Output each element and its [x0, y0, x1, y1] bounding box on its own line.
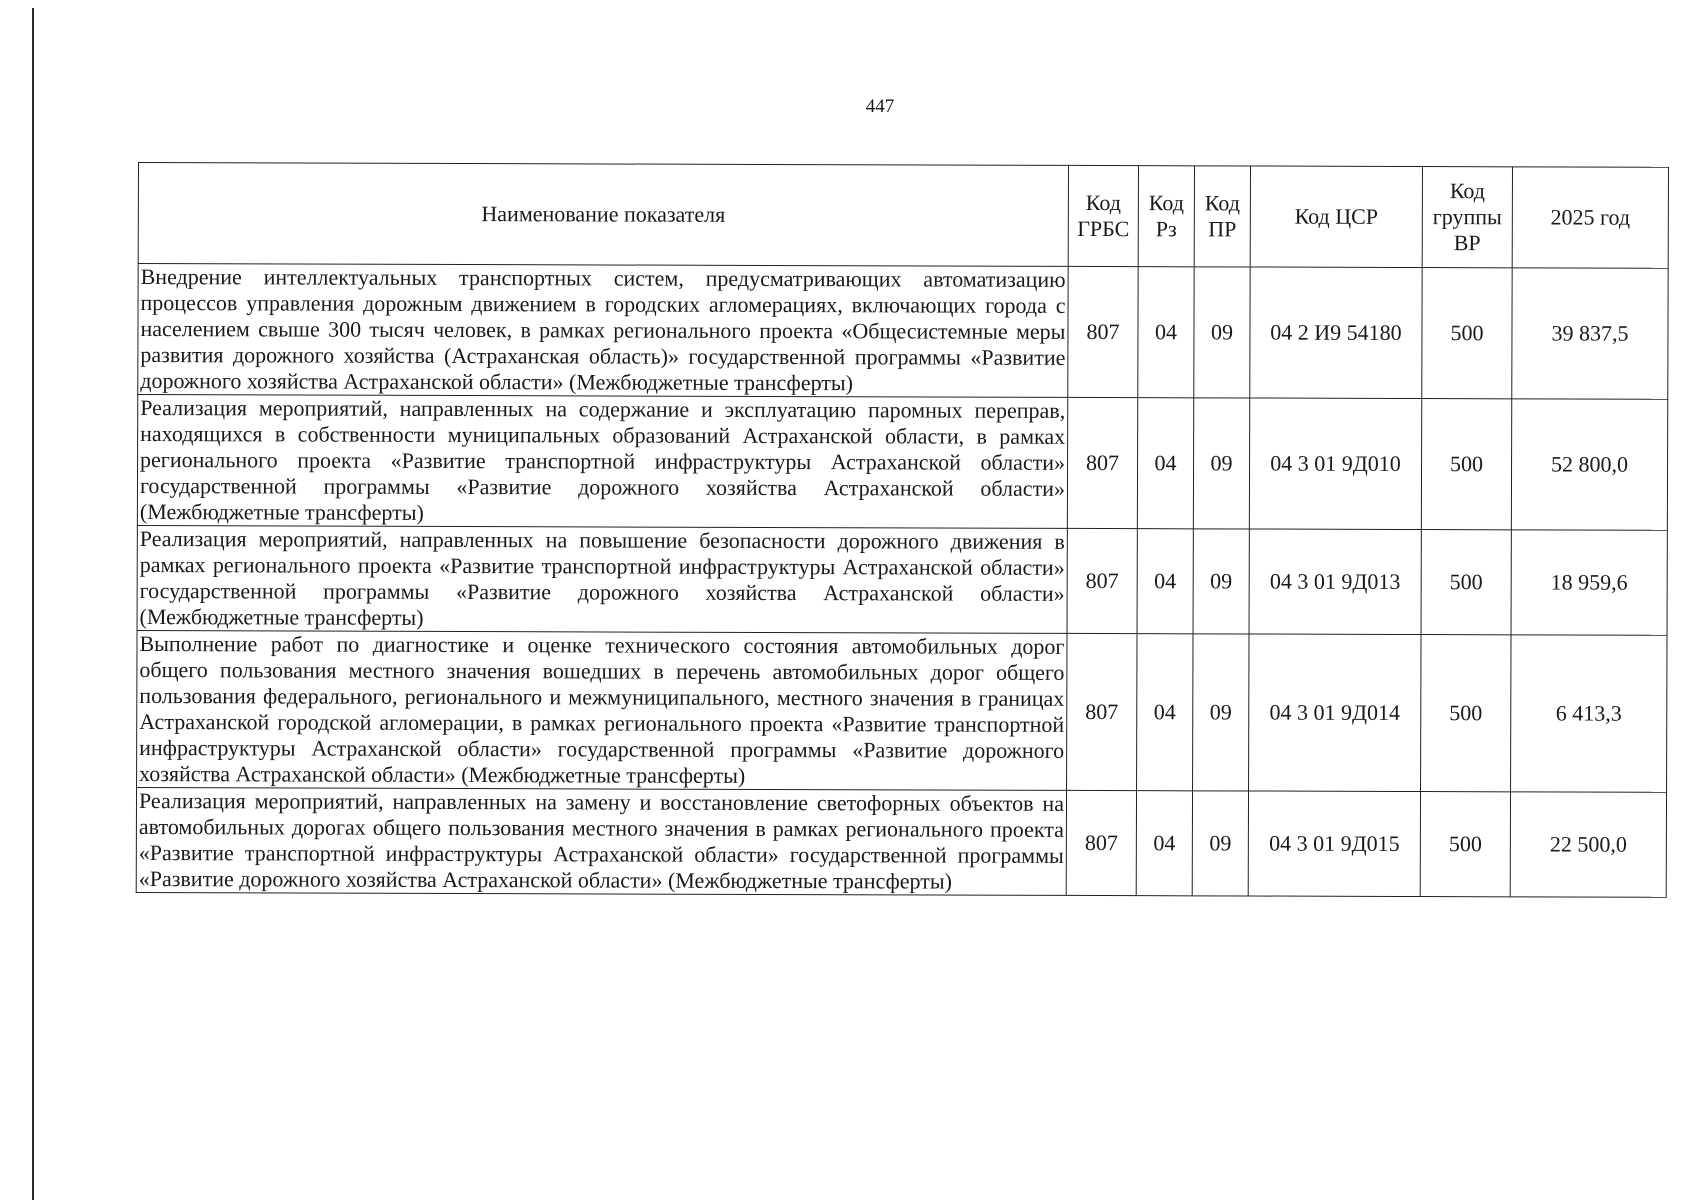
header-year: 2025 год: [1512, 167, 1668, 268]
row-name: Реализация мероприятий, направленных на замену и восстановление светофорных объектов на автомобильных дорогах общего пользования местного значения в рамках регионального проекта «Развитие транспортной инфраструктуры Астраханской области» государственной программы «Развитие дорожного хозяйства Астраханской области» (Межбюджетные трансферты): [136, 787, 1066, 895]
header-name: Наименование показателя: [138, 163, 1068, 267]
row-pr: 09: [1194, 267, 1250, 398]
table-row: [138, 264, 1668, 400]
table-header-row: [138, 163, 1668, 269]
header-pr: [1194, 166, 1250, 267]
row-pr: 09: [1192, 791, 1248, 896]
row-name: Реализация мероприятий, направленных на повышение безопасности дорожного движения в рамках регионального проекта «Развитие транспортной инфраструктуры Астраханской области» государственной программы «Развитие дорожного хозяйства Астраханской области» (Межбюджетные трансферты): [137, 525, 1067, 633]
row-pr: 09: [1193, 529, 1249, 634]
row-amount: 6 413,3: [1511, 635, 1667, 792]
row-rz: 04: [1136, 791, 1192, 896]
header-csr: Код ЦСР: [1250, 166, 1422, 268]
page-number: 447: [865, 96, 895, 117]
binding-margin-line: [32, 8, 34, 1200]
row-grbs: 807: [1068, 266, 1138, 397]
row-grbs: 807: [1067, 528, 1137, 633]
header-rz-line2: Рз: [1155, 216, 1177, 242]
row-rz: 04: [1137, 634, 1193, 791]
header-rz-line1: Код: [1148, 190, 1184, 216]
header-grbs-line1: Код: [1085, 189, 1121, 216]
table-row: [137, 525, 1667, 635]
row-amount: 18 959,6: [1511, 530, 1667, 635]
row-rz: 04: [1138, 267, 1194, 398]
row-vr: 500: [1421, 399, 1511, 530]
row-vr: 500: [1420, 792, 1510, 897]
header-pr-line2: ПР: [1208, 216, 1237, 242]
header-vr-line1: Код: [1449, 178, 1486, 204]
row-csr: 04 3 01 9Д015: [1248, 791, 1420, 897]
row-csr: 04 3 01 9Д013: [1249, 529, 1421, 635]
row-pr: 09: [1193, 634, 1249, 791]
table-row: [137, 395, 1667, 531]
row-vr: 500: [1422, 268, 1512, 399]
row-amount: 22 500,0: [1510, 792, 1666, 897]
row-csr: 04 3 01 9Д010: [1249, 398, 1421, 530]
row-amount: 39 837,5: [1512, 268, 1668, 399]
header-grbs: [1068, 165, 1138, 266]
table-row: [136, 787, 1666, 897]
budget-table: [136, 162, 1669, 898]
table-row: [137, 630, 1667, 792]
header-rz: [1138, 166, 1194, 267]
row-vr: 500: [1421, 635, 1511, 792]
header-vr-line3: ВР: [1453, 230, 1481, 256]
row-amount: 52 800,0: [1511, 399, 1667, 530]
row-grbs: 807: [1067, 397, 1137, 528]
row-name: Реализация мероприятий, направленных на содержание и эксплуатацию паромных переправ, находящихся в собственности муниципальных образований Астраханской области, в рамках регионального проекта «Развитие транспортной инфраструктуры Астраханской области» государственной программы «Развитие дорожного хозяйства Астраханской области» (Межбюджетные трансферты): [137, 395, 1067, 529]
header-grbs-line2: ГРБС: [1077, 215, 1130, 242]
row-name: Выполнение работ по диагностике и оценке технического состояния автомобильных дорог общего пользования местного значения вошедших в перечень автомобильных дорог общего пользования федерального, регионального и межмуниципального, местного значения в границах Астраханской городской агломерации, в рамках регионального проекта «Развитие транспортной инфраструктуры Астраханской области» государственной программы «Развитие дорожного хозяйства Астраханской области» (Межбюджетные трансферты): [137, 630, 1067, 790]
header-vr-line2: группы: [1432, 204, 1502, 230]
header-pr-line1: Код: [1204, 190, 1240, 216]
header-vr: [1422, 167, 1512, 268]
row-pr: 09: [1193, 398, 1249, 529]
row-csr: 04 3 01 9Д014: [1249, 634, 1421, 792]
row-grbs: 807: [1067, 633, 1137, 790]
row-name: Внедрение интеллектуальных транспортных систем, предусматривающих автоматизацию процессов управления дорожным движением в городских агломерациях, включающих города с населением свыше 300 тысяч человек, в рамках регионального проекта «Общесистемные меры развития дорожного хозяйства (Астраханская область)» государственной программы «Развитие дорожного хозяйства Астраханской области» (Межбюджетные трансферты): [138, 264, 1068, 398]
row-rz: 04: [1137, 398, 1193, 529]
row-rz: 04: [1137, 529, 1193, 634]
row-grbs: 807: [1066, 790, 1136, 895]
row-vr: 500: [1421, 530, 1511, 635]
row-csr: 04 2 И9 54180: [1250, 267, 1422, 399]
